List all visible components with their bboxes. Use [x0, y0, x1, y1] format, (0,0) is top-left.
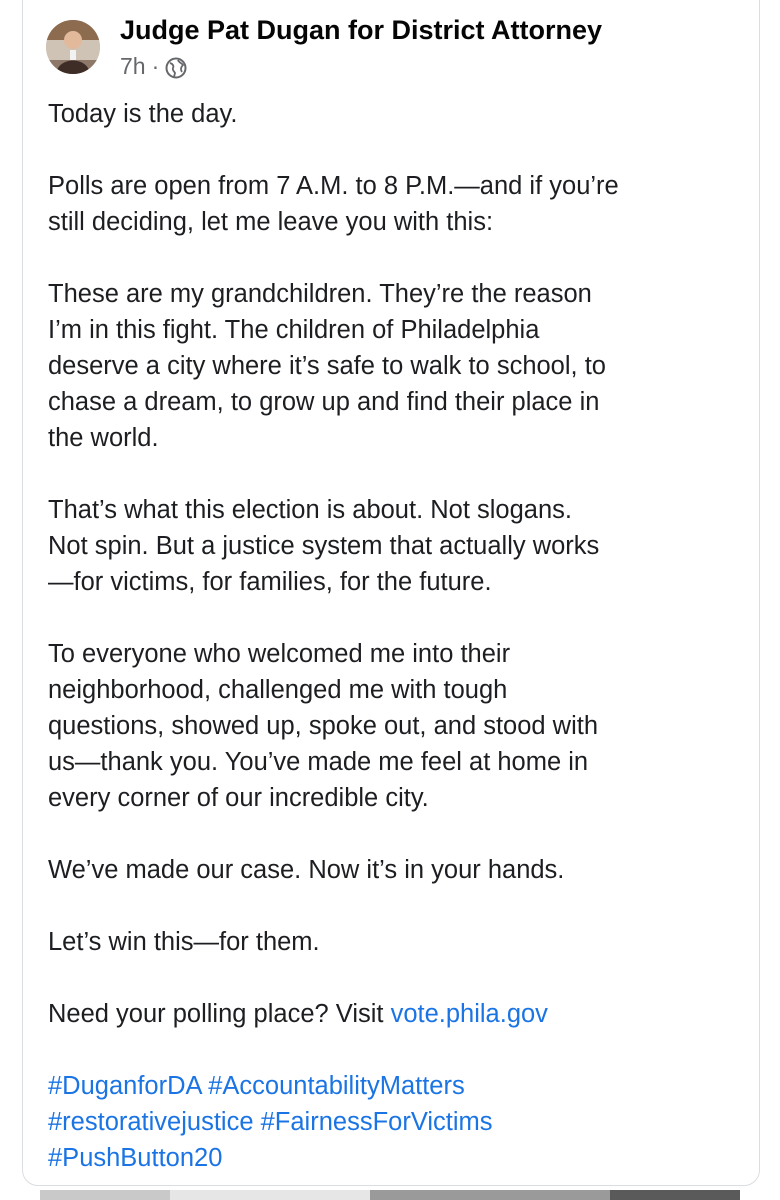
- post-meta: [120, 50, 602, 82]
- post-paragraph: That’s what this election is about. Not slogans. Not spin. But a justice system that actually works —for victims, for families, for the future.: [48, 496, 600, 596]
- post-paragraph: These are my grandchildren. They’re the reason I’m in this fight. The children of Philadelphia deserve a city where it’s safe to walk to school, to chase a dream, to grow up and find their place in the world.: [48, 280, 606, 452]
- hashtag-link[interactable]: #PushButton20: [48, 1144, 223, 1172]
- preview-block: [40, 1190, 170, 1200]
- post-header: [46, 12, 602, 84]
- meta-separator: ·: [151, 53, 160, 79]
- hashtag-link[interactable]: #restorativejustice: [48, 1108, 254, 1136]
- attached-image-preview[interactable]: [0, 1190, 780, 1200]
- avatar[interactable]: [46, 20, 100, 74]
- hashtag-link[interactable]: #DuganforDA: [48, 1072, 202, 1100]
- hashtags: [48, 1068, 748, 1176]
- post-timestamp[interactable]: 7h: [120, 53, 146, 79]
- preview-block: [610, 1190, 740, 1200]
- globe-icon[interactable]: [165, 55, 187, 77]
- post-paragraph: We’ve made our case. Now it’s in your hands.: [48, 856, 565, 884]
- page-name-link[interactable]: Judge Pat Dugan for District Attorney: [120, 15, 603, 45]
- preview-block: [170, 1190, 370, 1200]
- polling-text: Need your polling place? Visit: [48, 1000, 391, 1028]
- post-paragraph: To everyone who welcomed me into their neighborhood, challenged me with tough questions, showed up, spoke out, and stood with us—thank you. You’ve made me feel at home in every corner of our incredible city.: [48, 640, 599, 812]
- polling-paragraph: [48, 996, 748, 1032]
- post-paragraph: Today is the day.: [48, 100, 238, 128]
- post-body: [48, 96, 748, 1176]
- hashtag-link[interactable]: #AccountabilityMatters: [208, 1072, 465, 1100]
- post-paragraph: Polls are open from 7 A.M. to 8 P.M.—and if you’re still deciding, let me leave you with this:: [48, 172, 619, 236]
- hashtag-link[interactable]: #FairnessForVictims: [260, 1108, 493, 1136]
- profile-photo-icon: [46, 20, 100, 74]
- post-paragraph: Let’s win this—for them.: [48, 928, 320, 956]
- preview-block: [370, 1190, 610, 1200]
- polling-link[interactable]: vote.phila.gov: [390, 1000, 548, 1028]
